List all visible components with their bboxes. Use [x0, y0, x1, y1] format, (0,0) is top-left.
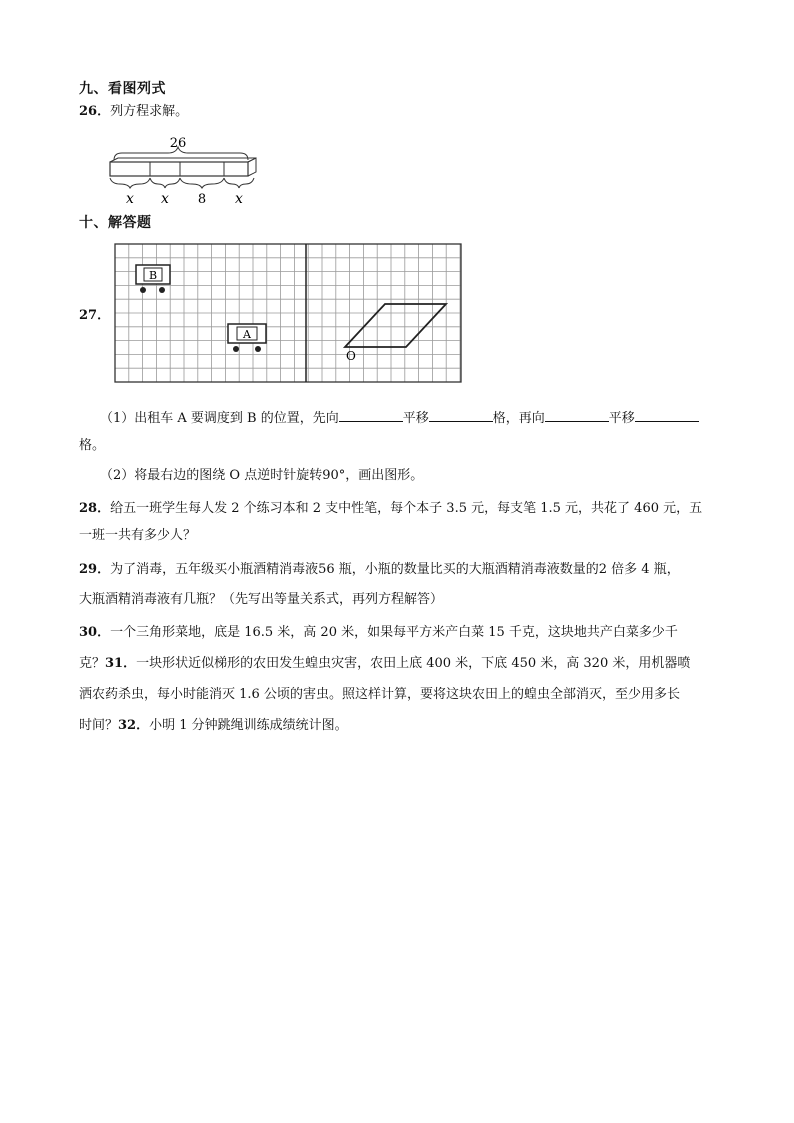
- bar-side-face: [248, 158, 256, 176]
- question-26: [79, 103, 188, 121]
- q27-part1-line1: [100, 407, 699, 428]
- question-text: 为了消毒，五年级买小瓶酒精消毒液56 瓶，小瓶的数量比买的大瓶酒精消毒液数量的2 倍多 4 瓶，: [110, 562, 680, 577]
- question-29-line1: [79, 561, 680, 579]
- question-number: 32．: [118, 718, 150, 733]
- segment-brace: [150, 178, 180, 188]
- question-text: 一个三角形菜地，底是 16.5 米，高 20 米，如果每平方米产白菜 15 千克，这块地共产白菜多少千: [110, 625, 678, 640]
- section-heading-9: 九、看图列式: [79, 81, 166, 97]
- answer-blank-cells-2[interactable]: [635, 407, 699, 422]
- answer-blank-direction-1[interactable]: [339, 407, 403, 422]
- section-heading-10: 十、解答题: [79, 215, 152, 231]
- q27-part2: （2）将最右边的图绕 O 点逆时针旋转90°，画出图形。: [100, 468, 424, 483]
- question-30-31-line: [79, 655, 690, 673]
- question-number: 30．: [79, 625, 111, 640]
- segment-brace: [110, 178, 150, 188]
- segment-diagram: [106, 130, 266, 208]
- bar-top-face: [110, 158, 256, 162]
- segment-label-8: 8: [197, 192, 207, 207]
- question-number: 29．: [79, 562, 111, 577]
- question-text: 一块形状近似梯形的农田发生蝗虫灾害，农田上底 400 米，下底 450 米，高 320 米，用机器喷: [136, 656, 691, 671]
- segment-label-x: x: [235, 191, 243, 207]
- segment-label-x: x: [126, 191, 134, 207]
- bar-front-face: [110, 162, 248, 176]
- question-number: 28．: [79, 501, 111, 516]
- car-b-wheel: [159, 287, 165, 293]
- q27-part1-text: 平移: [608, 411, 635, 426]
- answer-blank-cells-1[interactable]: [429, 407, 493, 422]
- point-o-label: O: [346, 349, 356, 363]
- question-28-line2: 一班一共有多少人？: [79, 528, 197, 543]
- car-b-wheel: [140, 287, 146, 293]
- question-31-32-line: [79, 717, 348, 735]
- question-text: 给五一班学生每人发 2 个练习本和 2 支中性笔，每个本子 3.5 元，每支笔 1.5 元，共花了 460 元，五: [110, 501, 703, 516]
- q27-part1-text: （1）出租车 A 要调度到 B 的位置，先向: [100, 411, 339, 426]
- q27-part1-text: 格，再向: [492, 411, 545, 426]
- question-number: 26．: [79, 104, 111, 119]
- question-number: 31．: [105, 656, 137, 671]
- question-28-line1: [79, 500, 702, 518]
- question-text: 列方程求解。: [110, 104, 189, 119]
- car-a-wheel: [233, 346, 239, 352]
- grid-figure: [114, 243, 476, 387]
- car-b-label: B: [148, 269, 158, 282]
- question-31-line2: 洒农药杀虫，每小时能消灭 1.6 公顷的害虫。照这样计算，要将这块农田上的蝗虫全部消灭，至少用多长: [79, 687, 680, 702]
- question-text: 时间？: [79, 718, 119, 733]
- q27-part1-line2: 格。: [79, 438, 106, 453]
- segment-brace: [224, 178, 254, 188]
- question-text: 小明 1 分钟跳绳训练成绩统计图。: [149, 718, 348, 733]
- q27-part1-text: 平移: [402, 411, 429, 426]
- car-a-label: A: [243, 328, 251, 341]
- segment-label-x: x: [161, 191, 169, 207]
- question-27-number: [79, 307, 110, 325]
- car-a-wheel: [255, 346, 261, 352]
- total-label: 26: [169, 136, 187, 151]
- question-text: 克？: [79, 656, 106, 671]
- question-29-line2: 大瓶酒精消毒液有几瓶？（先写出等量关系式，再列方程解答）: [79, 592, 444, 607]
- segment-brace: [180, 178, 224, 188]
- question-number: 27．: [79, 308, 111, 323]
- answer-blank-direction-2[interactable]: [545, 407, 609, 422]
- question-30-line1: [79, 624, 678, 642]
